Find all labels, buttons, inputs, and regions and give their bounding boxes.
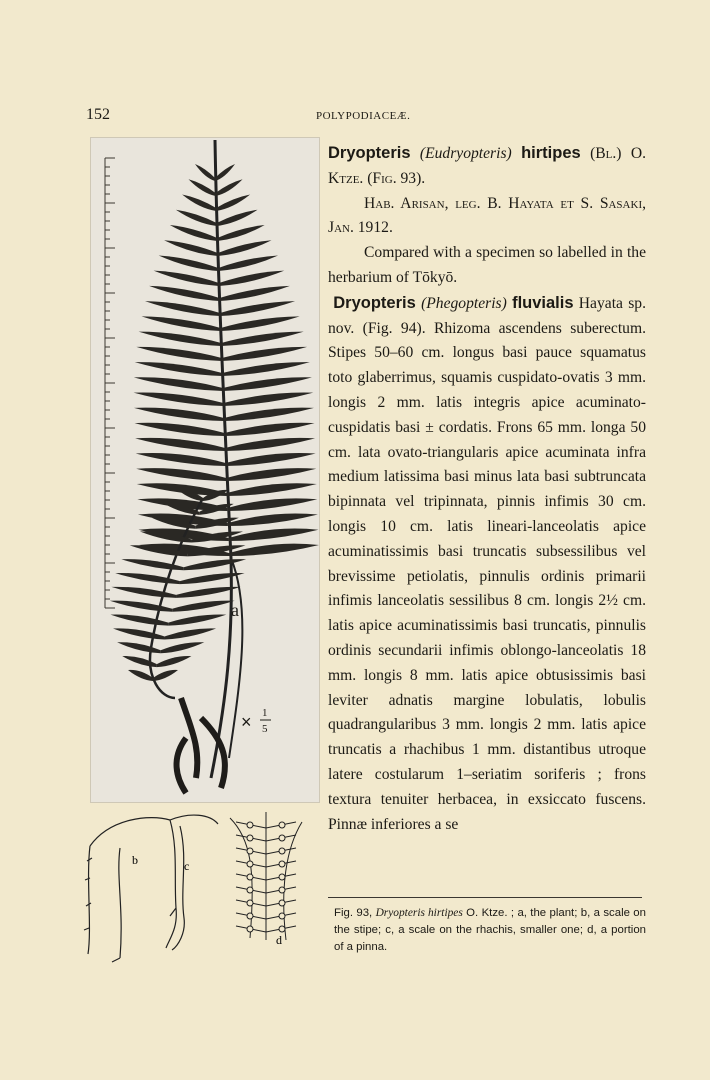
fern-photo-plate bbox=[90, 137, 320, 803]
fig-label-b: b bbox=[132, 853, 138, 867]
species-1-epithet: hirtipes bbox=[521, 144, 581, 162]
caption-text: O. Ktze. ; a, the plant; b, a scale on the stipe; c, a scale on the rhachis, smaller one; d, a portion of a pinna. bbox=[334, 907, 646, 953]
figure-caption bbox=[334, 905, 646, 956]
species-1-authority: (Bl.) O. Ktze. (Fig. 93). bbox=[328, 145, 647, 187]
scale-denominator: 5 bbox=[262, 723, 268, 735]
fig-label-c: c bbox=[184, 859, 190, 873]
species-1-habitat: Hab. Arisan, leg. B. Hayata et S. Sasaki, Jan. 1912. bbox=[328, 194, 646, 237]
species-2-genus: Dryopteris bbox=[333, 293, 416, 312]
species-2-paragraph bbox=[328, 291, 646, 838]
caption-species-name: Dryopteris hirtipes bbox=[375, 907, 463, 919]
species-2-subgenus: (Phegopteris) bbox=[421, 294, 507, 312]
scale-and-pinna-drawings bbox=[80, 808, 312, 968]
page-number: 152 bbox=[86, 106, 110, 123]
fig-label-d: d bbox=[276, 933, 282, 947]
scale-multiplier: × bbox=[241, 712, 252, 732]
species-1-heading bbox=[328, 141, 646, 192]
caption-fig-number: Fig. 93, bbox=[334, 907, 373, 919]
species-2-description: Hayata sp. nov. (Fig. 94). Rhizoma ascendens suberectum. Stipes 50–60 cm. longus basi pauce squamatus toto glaberrimus, squamis cuspidato-ovatis 3 mm. longis 2 mm. latis integris apice acuminato-cuspidatis basi ± cordatis. Frons 65 mm. longa 50 cm. lata ovato-triangularis apice acuminata infra medium latissima basi minus lata basi subtruncata bipinnata vel tripinnata, pinnis infimis 30 cm. longis 10 cm. latis lineari-lanceolatis apice acuminatissimis basi truncatis subsessilibus vel brevissime petiolatis, pinnulis ordinis primarii infimis lanceolatis sessilibus 8 cm. longis 2½ cm. latis apice acuminatissimis basi truncatis, pinnulis ordinis secundarii infimis oblongo-lanceolatis 18 mm. longis 8 mm. latis apice obtusissimis basi leviter adnatis margine lobulatis, lobulis quadrangularibus 3 mm. longis 2 mm. latis apice truncatis a rhachibus 1 mm. distantibus utroque latere costularum 1–seriatim soriferis ; frons textura tenuiter herbacea, in exsiccato fuscens. Pinnæ inferiores a se bbox=[328, 294, 646, 833]
species-1-subgenus: (Eudryopteris) bbox=[419, 145, 512, 162]
fern-illustration bbox=[91, 138, 319, 802]
caption-rule bbox=[328, 897, 642, 898]
main-text-column bbox=[328, 141, 646, 837]
species-1-note: Compared with a specimen so labelled in the herbarium of Tōkyō. bbox=[328, 244, 646, 286]
species-1-genus: Dryopteris bbox=[328, 144, 411, 162]
species-2-epithet: fluvialis bbox=[512, 293, 574, 312]
running-title: POLYPODIACEÆ. bbox=[316, 110, 411, 122]
scale-numerator: 1 bbox=[262, 707, 268, 719]
plate-label-a: a bbox=[231, 600, 239, 620]
